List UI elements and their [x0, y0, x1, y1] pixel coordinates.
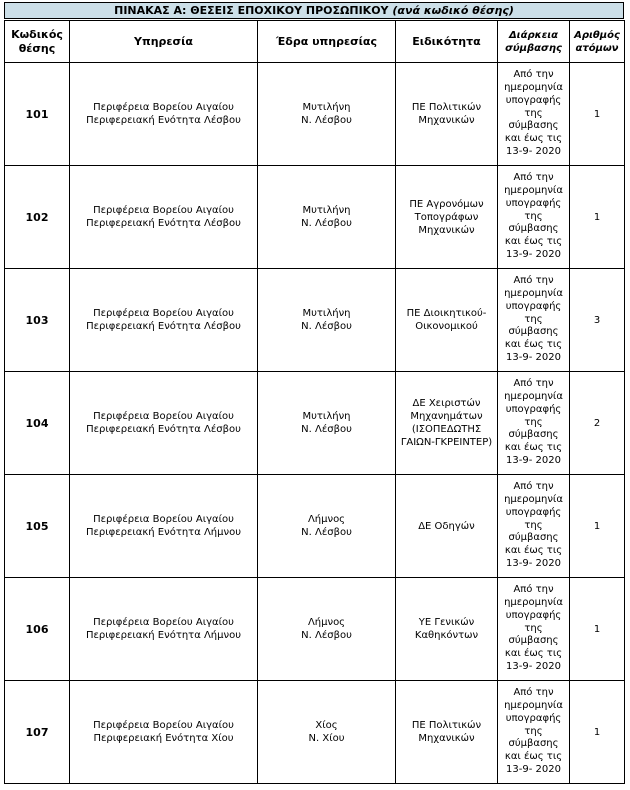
cell-count — [570, 269, 625, 372]
cell-code-text: 101 — [25, 107, 49, 121]
cell-service-text: Περιφέρεια Βορείου Αιγαίου Περιφερειακή Ενότητα Λήμνου — [86, 617, 241, 641]
cell-service-text: Περιφέρεια Βορείου Αιγαίου Περιφερειακή Ενότητα Λέσβου — [86, 205, 241, 229]
cell-specialty-text: ΠΕ Αγρονόμων Τοπογράφων Μηχανικών — [409, 198, 484, 236]
cell-seat-text: Λήμνος Ν. Λέσβου — [301, 617, 352, 641]
cell-code-text: 106 — [25, 622, 49, 636]
header-seat-label: Έδρα υπηρεσίας — [275, 34, 377, 48]
header-code — [5, 21, 70, 63]
cell-code — [5, 166, 70, 269]
header-duration-label: Διάρκεια σύμβασης — [505, 29, 562, 54]
cell-specialty-text: ΠΕ Διοικητικού- Οικονομικού — [406, 308, 487, 332]
header-seat — [258, 21, 396, 63]
cell-seat-text: Μυτιλήνη Ν. Λέσβου — [301, 411, 352, 435]
table-title-bar — [4, 2, 624, 19]
cell-service — [70, 578, 258, 681]
cell-code-text: 107 — [25, 725, 49, 739]
cell-seat — [258, 372, 396, 475]
cell-seat — [258, 269, 396, 372]
table-row — [5, 372, 625, 475]
cell-service-text: Περιφέρεια Βορείου Αιγαίου Περιφερειακή Ενότητα Χίου — [93, 720, 234, 744]
header-specialty — [396, 21, 498, 63]
cell-duration-text: Από την ημερομηνία υπογραφής της σύμβασης και έως τις 13-9- 2020 — [504, 275, 563, 363]
cell-code-text: 102 — [25, 210, 49, 224]
cell-service — [70, 475, 258, 578]
cell-duration — [498, 166, 570, 269]
cell-duration — [498, 578, 570, 681]
cell-duration — [498, 63, 570, 166]
cell-service-text: Περιφέρεια Βορείου Αιγαίου Περιφερειακή Ενότητα Λήμνου — [86, 514, 241, 538]
cell-specialty-text: ΥΕ Γενικών Καθηκόντων — [414, 617, 479, 641]
cell-code-text: 103 — [25, 313, 49, 327]
cell-duration — [498, 681, 570, 784]
header-service-label: Υπηρεσία — [134, 34, 193, 48]
cell-duration-text: Από την ημερομηνία υπογραφής της σύμβασης και έως τις 13-9- 2020 — [504, 172, 563, 260]
cell-seat-text: Μυτιλήνη Ν. Λέσβου — [301, 102, 352, 126]
cell-count-text: 1 — [593, 211, 601, 223]
cell-service — [70, 681, 258, 784]
cell-specialty — [396, 475, 498, 578]
cell-count-text: 1 — [593, 108, 601, 120]
cell-specialty-text: ΔΕ Χειριστών Μηχανημάτων (ΙΣΟΠΕΔΩΤΗΣ ΓΑΙΩΝ-ΓΚΡΕΙΝΤΕΡ) — [400, 398, 493, 448]
cell-seat — [258, 475, 396, 578]
table-row — [5, 166, 625, 269]
cell-code — [5, 681, 70, 784]
cell-count-text: 1 — [593, 726, 601, 738]
cell-seat-text: Χίος Ν. Χίου — [308, 720, 345, 744]
cell-service-text: Περιφέρεια Βορείου Αιγαίου Περιφερειακή Ενότητα Λέσβου — [86, 102, 241, 126]
cell-specialty — [396, 269, 498, 372]
table-body — [5, 63, 625, 784]
cell-count — [570, 681, 625, 784]
cell-count — [570, 475, 625, 578]
cell-specialty — [396, 578, 498, 681]
header-count — [570, 21, 625, 63]
cell-seat — [258, 166, 396, 269]
cell-count — [570, 166, 625, 269]
cell-service — [70, 372, 258, 475]
cell-duration-text: Από την ημερομηνία υπογραφής της σύμβασης και έως τις 13-9- 2020 — [504, 69, 563, 157]
cell-service — [70, 269, 258, 372]
cell-code — [5, 578, 70, 681]
header-count-label: Αριθμός ατόμων — [574, 29, 620, 54]
cell-service-text: Περιφέρεια Βορείου Αιγαίου Περιφερειακή Ενότητα Λέσβου — [86, 411, 241, 435]
cell-code-text: 104 — [25, 416, 49, 430]
cell-count-text: 1 — [593, 623, 601, 635]
cell-duration-text: Από την ημερομηνία υπογραφής της σύμβασης και έως τις 13-9- 2020 — [504, 584, 563, 672]
cell-duration-text: Από την ημερομηνία υπογραφής της σύμβασης και έως τις 13-9- 2020 — [504, 481, 563, 569]
cell-duration-text: Από την ημερομηνία υπογραφής της σύμβασης και έως τις 13-9- 2020 — [504, 687, 563, 775]
cell-seat-text: Μυτιλήνη Ν. Λέσβου — [301, 205, 352, 229]
cell-code — [5, 269, 70, 372]
table-row — [5, 475, 625, 578]
cell-count — [570, 578, 625, 681]
cell-duration — [498, 372, 570, 475]
cell-duration — [498, 475, 570, 578]
cell-count-text: 2 — [593, 417, 601, 429]
table-title-note: (ανά κωδικό θέσης) — [392, 4, 514, 17]
cell-seat-text: Μυτιλήνη Ν. Λέσβου — [301, 308, 352, 332]
cell-count — [570, 372, 625, 475]
cell-specialty-text: ΠΕ Πολιτικών Μηχανικών — [411, 720, 482, 744]
table-row — [5, 681, 625, 784]
cell-specialty — [396, 63, 498, 166]
cell-duration — [498, 269, 570, 372]
cell-count-text: 3 — [593, 314, 601, 326]
cell-seat — [258, 578, 396, 681]
cell-count — [570, 63, 625, 166]
cell-code — [5, 475, 70, 578]
table-row — [5, 269, 625, 372]
cell-code — [5, 63, 70, 166]
header-specialty-label: Ειδικότητα — [412, 34, 481, 48]
cell-service — [70, 63, 258, 166]
cell-service-text: Περιφέρεια Βορείου Αιγαίου Περιφερειακή Ενότητα Λέσβου — [86, 308, 241, 332]
header-duration — [498, 21, 570, 63]
table-title: ΠΙΝΑΚΑΣ Α: ΘΕΣΕΙΣ ΕΠΟΧΙΚΟΥ ΠΡΟΣΩΠΙΚΟΥ — [114, 4, 389, 17]
cell-count-text: 1 — [593, 520, 601, 532]
cell-code — [5, 372, 70, 475]
header-service — [70, 21, 258, 63]
header-code-label: Κωδικός θέσης — [11, 27, 63, 55]
cell-seat — [258, 681, 396, 784]
cell-duration-text: Από την ημερομηνία υπογραφής της σύμβασης και έως τις 13-9- 2020 — [504, 378, 563, 466]
cell-seat-text: Λήμνος Ν. Λέσβου — [301, 514, 352, 538]
cell-specialty — [396, 372, 498, 475]
header-row — [5, 21, 625, 63]
cell-specialty-text: ΔΕ Οδηγών — [418, 520, 475, 532]
table-row — [5, 63, 625, 166]
cell-service — [70, 166, 258, 269]
positions-table — [4, 20, 625, 784]
table-row — [5, 578, 625, 681]
cell-seat — [258, 63, 396, 166]
cell-code-text: 105 — [25, 519, 49, 533]
cell-specialty — [396, 681, 498, 784]
cell-specialty-text: ΠΕ Πολιτικών Μηχανικών — [411, 102, 482, 126]
cell-specialty — [396, 166, 498, 269]
